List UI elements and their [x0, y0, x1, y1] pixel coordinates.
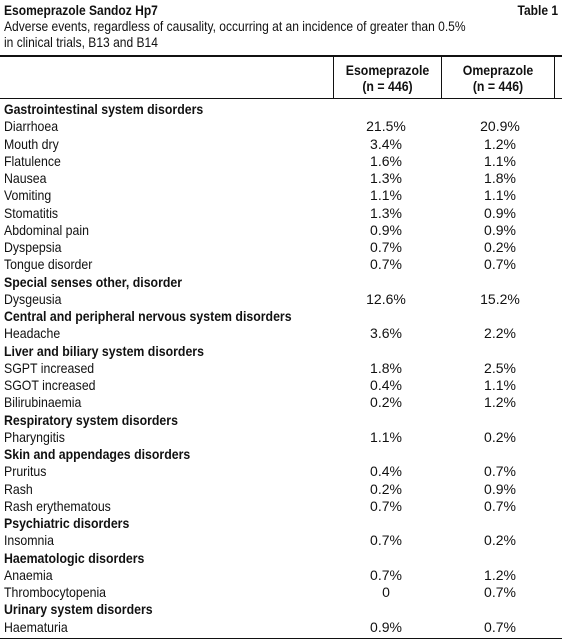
category-row [4, 601, 560, 618]
esomeprazole-incidence: 0.4% [370, 377, 402, 393]
omeprazole-incidence: 1.8% [484, 170, 516, 186]
esomeprazole-incidence: 1.1% [370, 187, 402, 204]
event-label: Haematuria [4, 618, 68, 635]
table-row [4, 394, 560, 411]
column-header-esomeprazole-n: (n = 446) [362, 78, 413, 94]
category-heading: Special senses other, disorder [4, 273, 183, 290]
category-heading: Liver and biliary system disorders [4, 342, 204, 359]
esomeprazole-incidence: 1.3% [370, 204, 402, 221]
esomeprazole-incidence: 0.4% [370, 463, 402, 480]
esomeprazole-incidence: 0.7% [370, 239, 402, 255]
column-header-omeprazole [442, 62, 554, 94]
table-bottom-rule [0, 638, 562, 639]
event-label: Insomnia [4, 532, 54, 549]
esomeprazole-incidence: 0.7% [370, 256, 402, 273]
esomeprazole-incidence: 0.9% [370, 618, 402, 635]
category-heading: Haematologic disorders [4, 549, 145, 566]
category-row [4, 343, 560, 360]
esomeprazole-incidence: 1.8% [370, 359, 402, 376]
omeprazole-incidence: 1.1% [484, 377, 516, 393]
omeprazole-incidence: 0.2% [484, 428, 516, 445]
omeprazole-incidence: 0.7% [484, 618, 516, 635]
omeprazole-incidence: 0.2% [484, 532, 516, 549]
table-row [4, 567, 560, 584]
column-header-esomeprazole-name: Esomeprazole [345, 62, 430, 78]
table-row [4, 325, 560, 342]
event-label: Stomatitis [4, 204, 59, 221]
event-label: Rash erythematous [4, 497, 111, 514]
category-row [4, 515, 560, 532]
event-label: Nausea [4, 170, 47, 186]
table-row [4, 377, 560, 394]
esomeprazole-incidence: 1.3% [370, 170, 402, 186]
omeprazole-incidence: 1.2% [484, 394, 516, 411]
table-row [4, 187, 560, 204]
category-heading: Skin and appendages disorders [4, 446, 191, 462]
table-row [4, 584, 560, 601]
event-label: SGOT increased [4, 377, 96, 393]
table-row [4, 222, 560, 239]
omeprazole-incidence: 1.1% [484, 152, 516, 169]
omeprazole-incidence: 0.9% [484, 480, 516, 497]
event-label: Headache [4, 325, 61, 342]
event-label: Pruritus [4, 463, 47, 480]
omeprazole-incidence: 1.2% [484, 566, 516, 583]
category-heading: Central and peripheral nervous system disorders [4, 308, 292, 324]
table-caption [4, 18, 558, 50]
esomeprazole-incidence: 0.9% [370, 221, 402, 238]
document-header [4, 2, 558, 18]
category-row [4, 308, 560, 325]
event-label: Dyspepsia [4, 239, 62, 255]
table-row [4, 205, 560, 222]
omeprazole-incidence: 0.7% [484, 497, 516, 514]
table-row [4, 498, 560, 515]
category-row [4, 446, 560, 463]
omeprazole-incidence: 2.2% [484, 325, 516, 342]
table-row [4, 481, 560, 498]
event-label: Thrombocytopenia [4, 584, 107, 600]
event-label: Abdominal pain [4, 221, 89, 238]
category-row [4, 412, 560, 429]
event-label: Vomiting [4, 187, 52, 204]
category-row [4, 550, 560, 567]
event-label: Diarrhoea [4, 118, 59, 135]
table-row [4, 532, 560, 549]
event-label: Tongue disorder [4, 256, 93, 273]
omeprazole-incidence: 0.7% [484, 584, 516, 600]
omeprazole-incidence: 2.5% [484, 359, 516, 376]
category-row [4, 274, 560, 291]
event-label: Flatulence [4, 152, 61, 169]
event-label: SGPT increased [4, 359, 95, 376]
event-label: Bilirubinaemia [4, 394, 82, 411]
omeprazole-incidence: 0.9% [484, 204, 516, 221]
category-heading: Psychiatric disorders [4, 515, 130, 531]
esomeprazole-incidence: 0.7% [370, 566, 402, 583]
table-row [4, 463, 560, 480]
table-row [4, 118, 560, 135]
esomeprazole-incidence: 0.2% [370, 394, 402, 411]
table-row [4, 170, 560, 187]
table-row [4, 256, 560, 273]
esomeprazole-incidence: 3.4% [370, 135, 402, 152]
category-heading: Respiratory system disorders [4, 411, 178, 428]
table-row [4, 153, 560, 170]
caption-line-2: in clinical trials, B13 and B14 [4, 34, 158, 50]
adverse-events-table-body [4, 101, 560, 636]
esomeprazole-incidence: 1.6% [370, 152, 402, 169]
esomeprazole-incidence: 0.7% [370, 532, 402, 549]
esomeprazole-incidence: 1.1% [370, 428, 402, 445]
esomeprazole-incidence: 0 [382, 584, 390, 600]
esomeprazole-incidence: 3.6% [370, 325, 402, 342]
category-heading: Urinary system disorders [4, 601, 153, 618]
omeprazole-incidence: 0.2% [484, 239, 516, 255]
event-label: Pharyngitis [4, 428, 65, 445]
column-header-omeprazole-n: (n = 446) [472, 78, 524, 94]
omeprazole-incidence: 1.1% [484, 187, 516, 204]
column-header-omeprazole-name: Omeprazole [462, 62, 534, 78]
table-top-rule [0, 55, 562, 57]
omeprazole-incidence: 0.7% [484, 463, 516, 480]
header-bottom-rule [0, 98, 562, 99]
column-header-esomeprazole [334, 62, 441, 94]
caption-line-1: Adverse events, regardless of causality, occurring at an incidence of greater than 0.5% [4, 18, 466, 34]
column-divider-right [554, 57, 555, 98]
esomeprazole-incidence: 0.2% [370, 480, 402, 497]
event-label: Anaemia [4, 566, 53, 583]
category-heading: Gastrointestinal system disorders [4, 101, 204, 117]
event-label: Rash [4, 480, 33, 497]
omeprazole-incidence: 0.7% [484, 256, 516, 273]
esomeprazole-incidence: 12.6% [366, 290, 406, 307]
table-row [4, 360, 560, 377]
omeprazole-incidence: 20.9% [480, 118, 520, 135]
esomeprazole-incidence: 21.5% [366, 118, 406, 135]
table-row [4, 619, 560, 636]
event-label: Dysgeusia [4, 290, 62, 307]
table-row [4, 291, 560, 308]
table-row [4, 239, 560, 256]
category-row [4, 101, 560, 118]
table-row [4, 429, 560, 446]
esomeprazole-incidence: 0.7% [370, 497, 402, 514]
event-label: Mouth dry [4, 135, 59, 152]
omeprazole-incidence: 1.2% [484, 135, 516, 152]
omeprazole-incidence: 0.9% [484, 221, 516, 238]
table-row [4, 136, 560, 153]
document-title: Esomeprazole Sandoz Hp7 [4, 2, 158, 18]
omeprazole-incidence: 15.2% [480, 290, 520, 307]
table-label: Table 1 [517, 2, 559, 18]
